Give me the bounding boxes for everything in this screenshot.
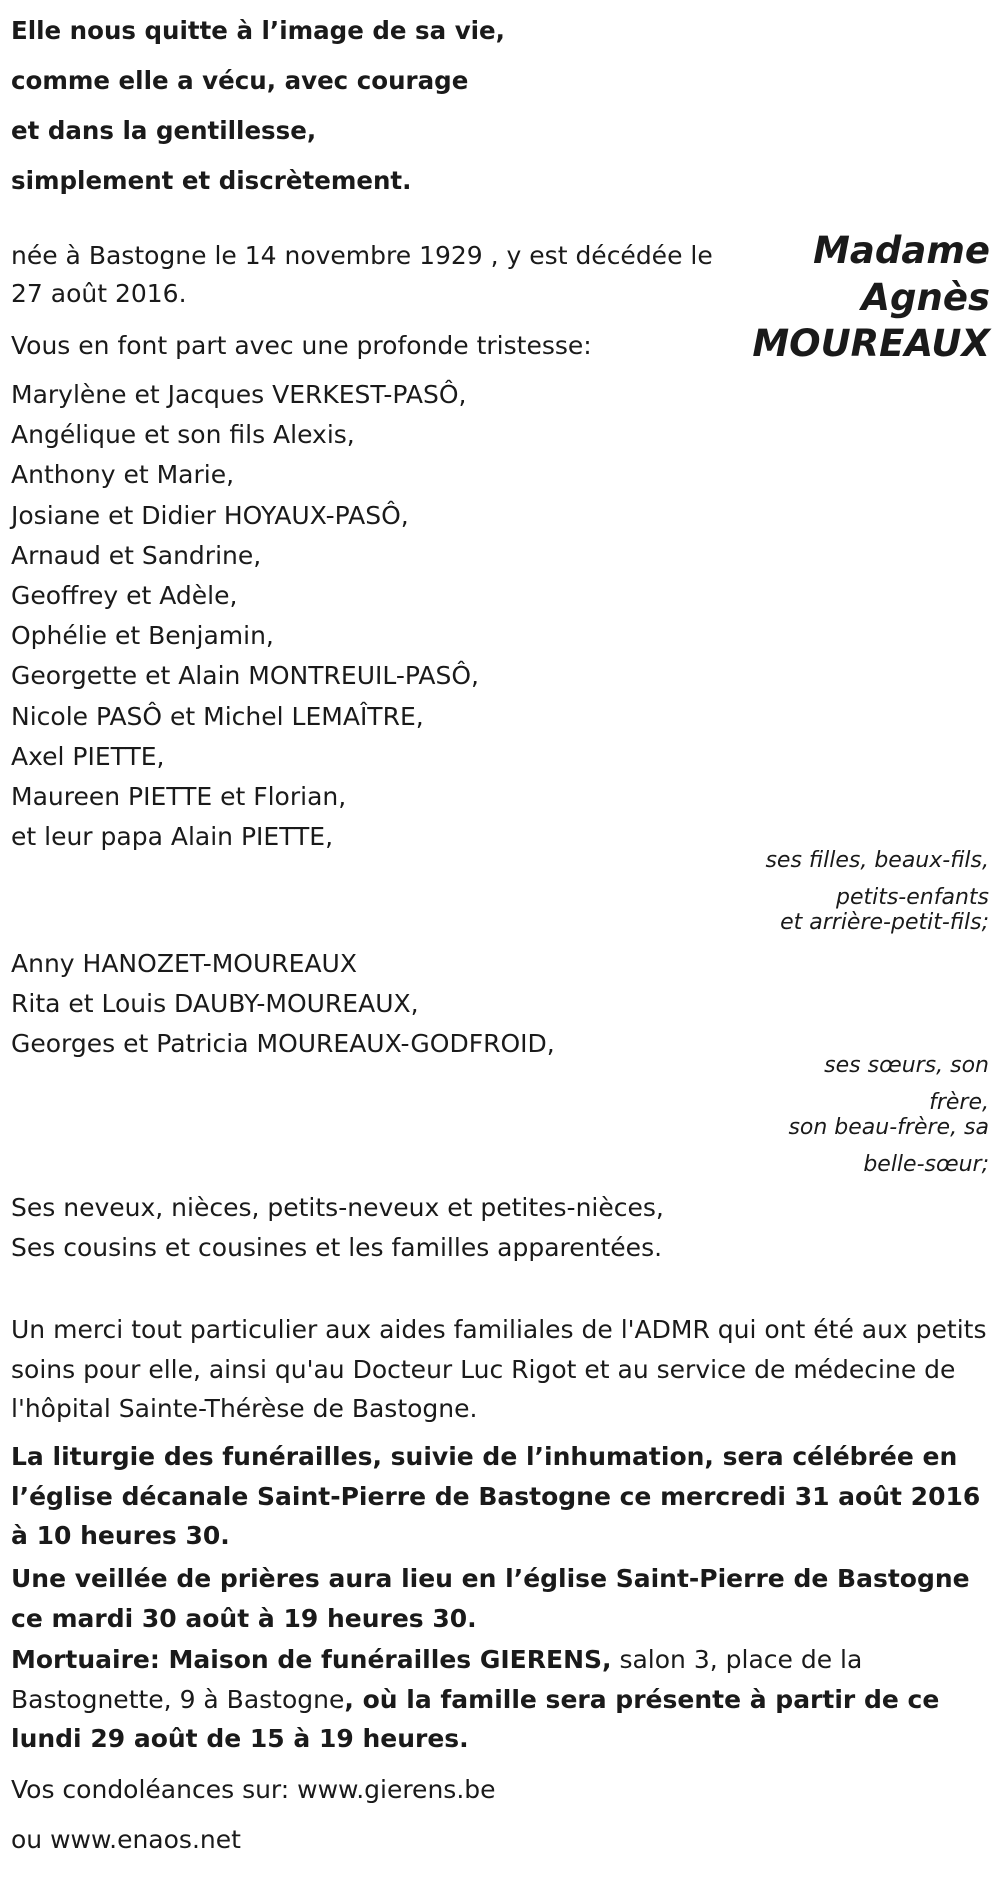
list-item: Ses cousins et cousines et les familles apparentées. — [11, 1233, 663, 1263]
birth-death-line: née à Bastogne le 14 novembre 1929 , y est décédée le — [11, 241, 713, 270]
list-item: Angélique et son fils Alexis, — [11, 420, 355, 450]
vigil-paragraph: Une veillée de prières aura lieu en l’église Saint-Pierre de Bastogne ce mardi 30 août à 19 heures 30. — [11, 1564, 970, 1633]
condolences-line: ou www.enaos.net — [11, 1825, 241, 1854]
deceased-last-name: MOUREAUX — [752, 322, 990, 365]
mortuary-paragraph — [11, 1640, 996, 1759]
birth-death-info — [11, 237, 713, 313]
relation-line: ses filles, beaux-fils, — [765, 848, 989, 873]
funeral-paragraph: La liturgie des funérailles, suivie de l’inhumation, sera célébrée en l’église décanale Saint-Pierre de Bastogne ce mercredi 31 août 2016 à 10 heures 30. — [11, 1442, 981, 1550]
extended-family — [11, 1188, 664, 1268]
relation-line: frère, — [929, 1090, 989, 1115]
list-item: Geoffrey et Adèle, — [11, 581, 238, 611]
condolences — [11, 1765, 496, 1865]
list-item: Anthony et Marie, — [11, 460, 235, 490]
deceased-name — [710, 228, 990, 368]
relation-line: petits-enfants — [835, 885, 989, 910]
relation-line: belle-sœur; — [863, 1152, 989, 1177]
thanks-paragraph: Un merci tout particulier aux aides familiales de l'ADMR qui ont été aux petits soins pour elle, ainsi qu'au Docteur Luc Rigot et au service de médecine de l'hôpital Sainte-Thérèse de Bastogne. — [11, 1315, 987, 1423]
mortuary-heading: Mortuaire: Maison de funérailles GIERENS, — [11, 1645, 612, 1674]
children-relation — [689, 848, 989, 935]
list-item: Georges et Patricia MOUREAUX-GODFROID, — [11, 1029, 555, 1059]
deceased-first-name: Agnès — [861, 275, 990, 319]
relation-line: son beau-frère, sa — [788, 1115, 989, 1140]
list-item: Axel PIETTE, — [11, 741, 165, 771]
list-item: Maureen PIETTE et Florian, — [11, 782, 347, 812]
quote-line: Elle nous quitte à l’image de sa vie, — [11, 16, 505, 45]
list-item: Ophélie et Benjamin, — [11, 621, 274, 651]
list-item: Anny HANOZET-MOUREAUX — [11, 949, 357, 978]
siblings-relation — [729, 1053, 989, 1177]
announcement-text: Vous en font part avec une profonde tristesse: — [11, 331, 592, 360]
mortuary-address: salon 3, place de la Bastognette, 9 à Bastogne — [11, 1645, 863, 1714]
relation-line: ses sœurs, son — [824, 1053, 989, 1078]
condolences-line: Vos condoléances sur: www.gierens.be — [11, 1775, 496, 1804]
list-item: Marylène et Jacques VERKEST-PASÔ, — [11, 380, 467, 409]
quote-line: et dans la gentillesse, — [11, 116, 317, 145]
list-item: Ses neveux, nièces, petits-neveux et petites-nièces, — [11, 1193, 664, 1222]
deceased-title: Madame — [813, 229, 990, 272]
quote-line: comme elle a vécu, avec courage — [11, 66, 469, 95]
quote-line: simplement et discrètement. — [11, 166, 412, 195]
opening-quote — [11, 6, 505, 206]
siblings-list — [11, 944, 555, 1065]
list-item: Georgette et Alain MONTREUIL-PASÔ, — [11, 661, 479, 691]
list-item: Josiane et Didier HOYAUX-PASÔ, — [11, 500, 409, 530]
birth-death-line: 27 août 2016. — [11, 279, 187, 308]
children-family-list — [11, 375, 479, 857]
list-item: Rita et Louis DAUBY-MOUREAUX, — [11, 989, 419, 1019]
mortuary-visiting-hours: , où la famille sera présente à partir de ce lundi 29 août de 15 à 19 heures. — [11, 1684, 940, 1753]
list-item: Nicole PASÔ et Michel LEMAÎTRE, — [11, 701, 424, 731]
relation-line: et arrière-petit-fils; — [780, 910, 989, 935]
list-item: et leur papa Alain PIETTE, — [11, 822, 334, 852]
list-item: Arnaud et Sandrine, — [11, 540, 262, 570]
